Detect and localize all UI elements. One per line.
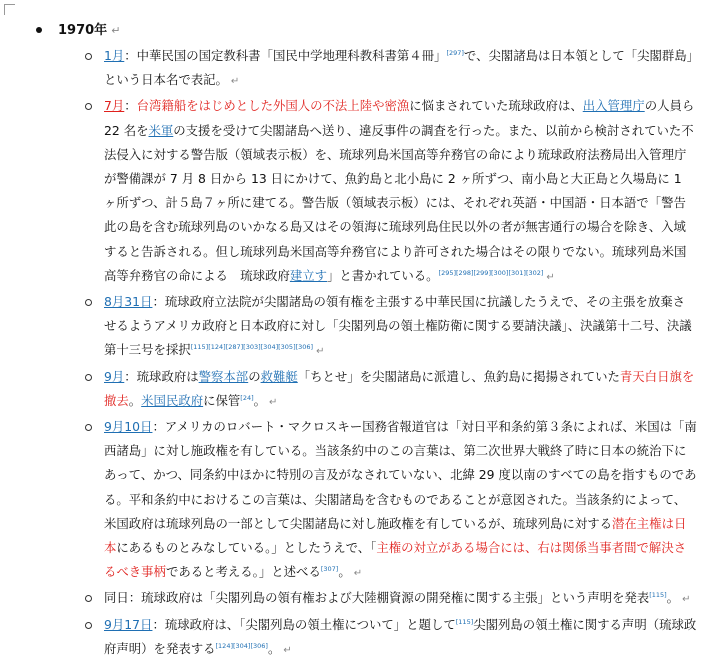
list-item	[82, 365, 697, 415]
link-text[interactable]: 救難艇	[260, 368, 298, 384]
paragraph-mark-icon: ↵	[269, 396, 278, 408]
citation-ref[interactable]: [295][298][299][300][301][302]	[438, 268, 544, 277]
link-text[interactable]: 7月	[104, 98, 125, 114]
body-text: 「ちとせ」を尖閣諸島に派遣し、魚釣島に掲揚されていた	[297, 368, 620, 384]
event-list	[82, 44, 697, 663]
body-text: 」と書かれている。	[327, 267, 439, 283]
list-item	[82, 290, 697, 365]
body-text: ：	[124, 98, 137, 114]
circle-bullet-icon	[85, 622, 92, 629]
body-text: ：琉球政府は	[124, 368, 199, 384]
circle-bullet-icon	[85, 103, 92, 110]
body-text: 。	[253, 392, 267, 408]
body-text: の人員ら 22 名を	[104, 98, 695, 138]
year-heading	[36, 22, 120, 40]
citation-ref[interactable]: [297]	[446, 48, 464, 57]
page-corner-mark	[4, 4, 15, 15]
circle-bullet-icon	[85, 299, 92, 306]
list-item	[82, 94, 697, 290]
circle-bullet-icon	[85, 424, 92, 431]
body-text: に保管	[203, 392, 241, 408]
list-item	[82, 586, 697, 612]
body-text: に悩まされていた琉球政府は、	[409, 98, 583, 114]
body-text: ：琉球政府は、「尖閣列島の領土権について」と題して	[152, 616, 456, 632]
paragraph-mark-icon: ↵	[316, 346, 325, 358]
body-text: 主権の対立がある場合には、右は関係当事者間で解決さるべき事柄	[104, 540, 687, 580]
circle-bullet-icon	[85, 374, 92, 381]
link-text[interactable]: 米国民政府	[141, 392, 204, 408]
paragraph-mark-icon: ↵	[546, 271, 555, 283]
citation-ref[interactable]: [115]	[455, 617, 474, 626]
body-text: 潜在主権は日本	[104, 515, 687, 556]
link-text[interactable]: 1月	[104, 48, 125, 63]
link-text[interactable]: 建立す	[289, 267, 328, 283]
link-text[interactable]: 米軍	[148, 122, 174, 138]
citation-ref[interactable]: [124][304][306]	[215, 641, 268, 650]
body-text: 尖閣列島の領土権に関する声明（琉球政府声明）を発表する	[104, 616, 697, 656]
paragraph-mark-icon: ↵	[111, 24, 121, 37]
body-text: 。	[128, 392, 142, 408]
body-text: 青天白日旗を撤去	[104, 368, 695, 408]
link-text[interactable]: 警察本部	[198, 368, 249, 384]
list-item	[82, 415, 697, 586]
link-text[interactable]: 9月10日	[104, 419, 153, 435]
body-text: ：琉球政府立法院が尖閣諸島の領有権を主張する中華民国に抗議したうえで、その主張を放棄させるようアメリカ政府と日本政府に対し「尖閣列島の領土権防衛に関する要請決議」、決議第十二号、決議第十三号を採択	[104, 294, 692, 358]
paragraph-mark-icon: ↵	[353, 568, 363, 580]
link-text[interactable]: 出入管理庁	[582, 98, 645, 114]
list-item	[82, 44, 697, 94]
list-item	[82, 613, 697, 663]
body-text: 同日：琉球政府は「尖閣列島の領有権および大陸棚資源の開発権に関する主張」という声明を発表	[104, 590, 650, 606]
body-text: で、尖閣諸島は日本領として「尖閣群島」という日本名で表記。	[104, 48, 693, 88]
body-text: の	[248, 368, 261, 384]
citation-ref[interactable]: [115]	[649, 591, 667, 600]
citation-ref[interactable]: [307]	[320, 565, 339, 574]
body-text: ：アメリカのロバート・マクロスキー国務省報道官は「対日平和条約第３条によれば、米国は「南西諸島」に対し施政権を有している。当該条約中のこの言葉は、第二次世界大戦終了時に日本の統治下にあって、かつ、同条約中ほかに特別の言及がなされていない、北緯 29 度以南のすべての島を指すものである。平和条約中におけるこの言葉は、尖閣諸島を含むものであることが意図された。当該条約によって、米国政府は琉球列島の一部として尖閣諸島に対し施政権を有しているが、琉球列島に対する	[104, 419, 697, 531]
link-text[interactable]: 9月17日	[104, 616, 153, 632]
bullet-icon	[36, 27, 42, 33]
paragraph-mark-icon: ↵	[230, 76, 240, 88]
body-text: 。	[267, 640, 281, 656]
citation-ref[interactable]: [24]	[240, 393, 254, 402]
body-text: の支援を受けて尖閣諸島へ送り、違反事件の調査を行った。また、以前から検討されていた不法侵入に対する警告版（領域表示板）を、琉球列島米国高等弁務官の命により琉球政府法務局出入管理庁が警備課が 7 月 8 日から 13 日にかけて、魚釣島と北小島に 2 ヶ所ずつ、南小島と大正島と久場島に 1 ヶ所ずつ、計５島７ヶ所に建てる。警告版（領域表示板）には、それぞれ英語・中国語・日本語で「警告 此の島を含む琉球列島のいかなる島又はその領海に琉球列島住民以外の者が無害通行の場合を除き、入域すると告訴される。但し琉球列島米国高等弁務官により許可された場合はその限りでない。琉球列島米国高等弁務官の命による 琉球政府	[104, 122, 699, 283]
link-text[interactable]: 9月	[104, 368, 125, 384]
year-heading-text: 1970年	[58, 23, 108, 38]
body-text: 。	[666, 590, 680, 606]
body-text: ：中華民国の国定教科書「国民中学地理科教科書第４冊」	[124, 48, 447, 63]
body-text: 。	[338, 564, 351, 580]
paragraph-mark-icon: ↵	[682, 594, 691, 606]
link-text[interactable]: 8月31日	[104, 294, 153, 310]
circle-bullet-icon	[85, 53, 92, 60]
body-text: であると考える。」と述べる	[165, 564, 321, 580]
body-text: にあるものとみなしている。」としたうえで、「	[116, 540, 377, 556]
paragraph-mark-icon: ↵	[283, 644, 292, 656]
circle-bullet-icon	[85, 595, 92, 602]
citation-ref[interactable]: [115][124][287][303][304][305][306]	[190, 343, 314, 352]
body-text: 台湾籍船をはじめとした外国人の不法上陸や密漁	[136, 98, 410, 114]
